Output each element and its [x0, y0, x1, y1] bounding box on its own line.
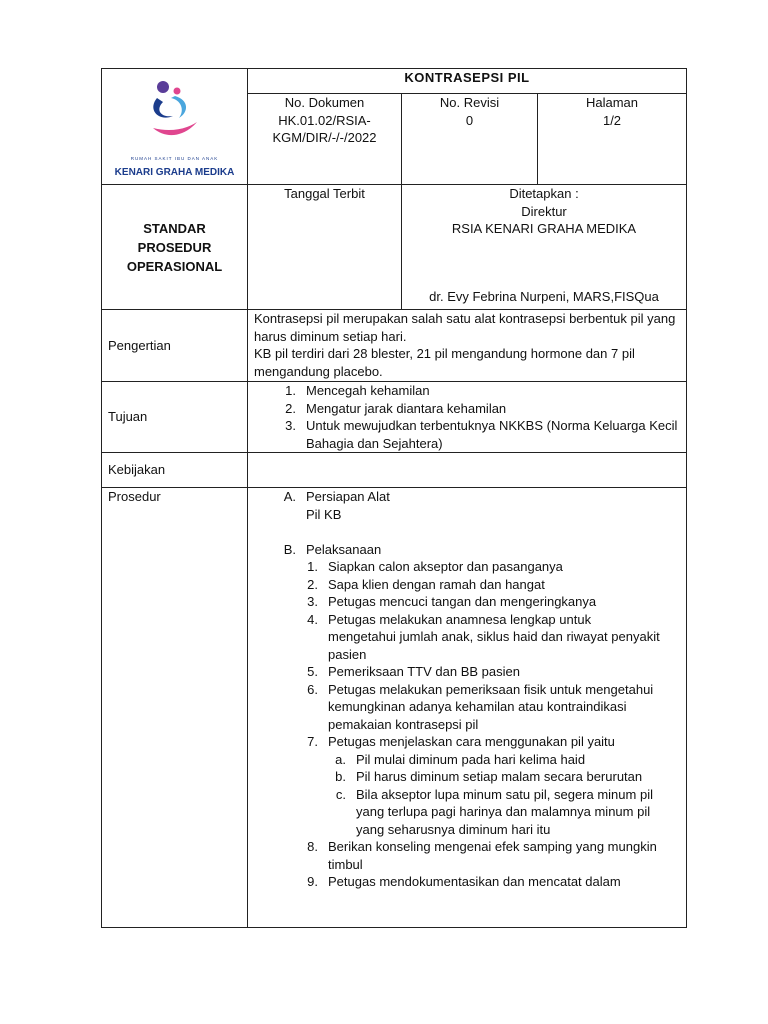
- revision-cell: [402, 94, 538, 185]
- list-text: Untuk mewujudkan terbentuknya NKKBS (Norma Keluarga Kecil Bahagia dan Sejahtera): [306, 418, 678, 451]
- steps-list: [276, 558, 680, 891]
- list-number: 9.: [307, 874, 318, 889]
- issue-date-cell: [248, 185, 402, 310]
- list-item: [298, 873, 680, 891]
- list-text: Pemeriksaan TTV dan BB pasien: [328, 664, 520, 679]
- list-text: Petugas mendokumentasikan dan mencatat dalam: [328, 874, 621, 889]
- kebijakan-label-cell: [102, 453, 248, 488]
- tujuan-content: [248, 382, 687, 453]
- signatory-name: dr. Evy Febrina Nurpeni, MARS,FISQua: [429, 288, 659, 304]
- tujuan-list: [254, 382, 680, 452]
- list-number: 2.: [285, 400, 296, 416]
- doc-number-label: No. Dokumen: [284, 95, 365, 110]
- section-b-title: Pelaksanaan: [306, 541, 382, 557]
- list-text: Petugas menjelaskan cara menggunakan pil yaitu: [328, 734, 615, 749]
- page-cell: [538, 94, 687, 185]
- sop-label-line1: STANDAR: [143, 220, 206, 236]
- sop-table: [101, 68, 687, 928]
- sop-label-line2: PROSEDUR: [137, 239, 212, 255]
- list-item: [298, 576, 680, 594]
- list-item: [298, 663, 680, 681]
- list-number: 2.: [307, 576, 318, 592]
- list-item: [298, 558, 680, 576]
- list-text: Pil mulai diminum pada hari kelima haid: [356, 751, 586, 767]
- list-text: Mengatur jarak diantara kehamilan: [306, 400, 507, 416]
- list-number: c.: [335, 786, 346, 802]
- list-text: Sapa klien dengan ramah dan hangat: [328, 576, 545, 592]
- sop-title: KONTRASEPSI PIL: [404, 70, 530, 85]
- list-item: [320, 786, 680, 839]
- prosedur-label: Prosedur: [108, 489, 161, 504]
- substeps-list: [298, 751, 680, 839]
- page-value: 1/2: [602, 112, 622, 128]
- list-item: [298, 593, 680, 611]
- list-item: [320, 751, 680, 769]
- sop-title-cell: [248, 69, 687, 94]
- list-item: [298, 681, 680, 734]
- list-number: 5.: [307, 664, 318, 679]
- section-a: [276, 488, 680, 523]
- list-text: Mencegah kehamilan: [306, 383, 430, 398]
- hospital-logo: [102, 74, 247, 180]
- prosedur-label-cell: [102, 488, 248, 928]
- list-item: [276, 382, 680, 400]
- doc-number-value: HK.01.02/RSIA-KGM/DIR/-/-/2022: [272, 112, 377, 145]
- list-number: 3.: [285, 418, 296, 433]
- list-text: Pil harus diminum setiap malam secara berurutan: [356, 769, 643, 784]
- list-number: 6.: [307, 681, 318, 697]
- prosedur-content: [248, 488, 687, 928]
- list-number: b.: [335, 769, 346, 784]
- kebijakan-label: Kebijakan: [108, 462, 166, 478]
- approval-role: Direktur: [521, 203, 567, 219]
- logo-name: KENARI GRAHA MEDIKA: [114, 167, 235, 179]
- logo-mark-icon: [145, 78, 205, 148]
- list-item: [320, 768, 680, 786]
- list-item: [298, 611, 680, 664]
- section-a-letter: A.: [283, 489, 296, 504]
- logo-subtitle: RUMAH SAKIT IBU DAN ANAK: [130, 155, 219, 161]
- list-item: [298, 838, 680, 873]
- pengertian-label: Pengertian: [108, 337, 171, 353]
- list-number: 1.: [307, 559, 318, 574]
- list-item: [298, 733, 680, 751]
- pengertian-paragraph-2: KB pil terdiri dari 28 blester, 21 pil mengandung hormone dan 7 pil mengandung placebo.: [254, 346, 635, 379]
- section-b-letter: B.: [283, 541, 296, 557]
- approval-org: RSIA KENARI GRAHA MEDIKA: [451, 221, 637, 236]
- list-text: Petugas mencuci tangan dan mengeringkanya: [328, 594, 597, 609]
- doc-number-cell: [248, 94, 402, 185]
- pengertian-content: [248, 310, 687, 382]
- logo-cell: [102, 69, 248, 185]
- section-b: [276, 541, 680, 559]
- list-text: Bila akseptor lupa minum satu pil, segera minum pil yang terlupa pagi harinya dan malamnya minum pil yang seharusnya diminum hari itu: [356, 786, 653, 837]
- list-number: 4.: [307, 611, 318, 627]
- list-text: Siapkan calon akseptor dan pasanganya: [328, 559, 563, 574]
- list-text: Berikan konseling mengenai efek samping yang mungkin timbul: [328, 839, 657, 872]
- revision-label: No. Revisi: [439, 95, 500, 110]
- section-a-item: Pil KB: [306, 506, 342, 522]
- page-label: Halaman: [585, 95, 639, 110]
- list-number: 7.: [307, 734, 318, 749]
- kebijakan-content: [248, 453, 687, 488]
- revision-value: 0: [465, 112, 474, 128]
- pengertian-paragraph-1: Kontrasepsi pil merupakan salah satu alat kontrasepsi berbentuk pil yang harus diminum setiap hari.: [254, 311, 676, 344]
- list-text: Petugas melakukan pemeriksaan fisik untuk mengetahui kemungkinan adanya kehamilan atau kontraindikasi pemakaian kontrasepsi pil: [328, 681, 654, 732]
- list-text: Petugas melakukan anamnesa lengkap untuk mengetahui jumlah anak, siklus haid dan riwayat penyakit pasien: [328, 611, 660, 662]
- approval-cell: [402, 185, 687, 310]
- tujuan-label-cell: [102, 382, 248, 453]
- tujuan-label: Tujuan: [108, 409, 148, 425]
- issue-date-label: Tanggal Terbit: [284, 186, 365, 201]
- approval-label: Ditetapkan :: [509, 186, 579, 201]
- list-item: [276, 400, 680, 418]
- section-a-title: Persiapan Alat: [306, 489, 390, 504]
- pengertian-label-cell: [102, 310, 248, 382]
- sop-label-cell: [102, 185, 248, 310]
- list-number: 1.: [285, 383, 296, 398]
- list-number: 3.: [307, 594, 318, 609]
- sop-label-line3: OPERASIONAL: [126, 258, 223, 274]
- list-number: 8.: [307, 839, 318, 854]
- list-number: a.: [335, 751, 346, 767]
- list-item: [276, 417, 680, 452]
